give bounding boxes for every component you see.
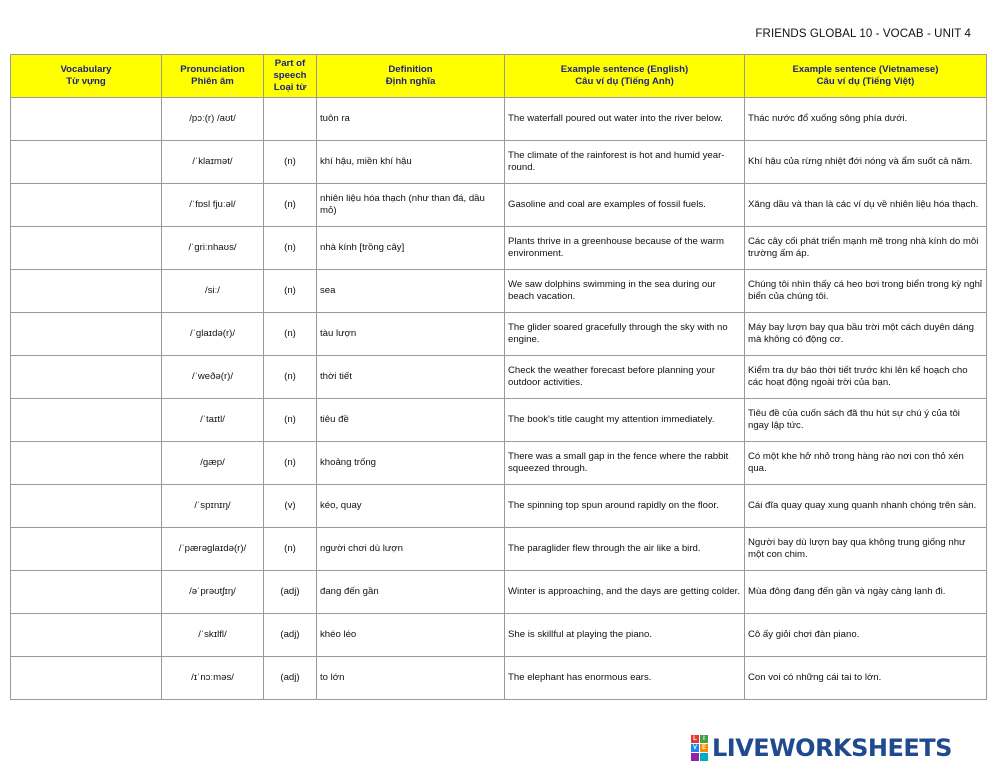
logo-text: LIVEWORKSHEETS	[712, 734, 952, 762]
cell-pronunciation: /ˈklaɪmət/	[162, 141, 264, 184]
cell-definition: tiêu đề	[317, 399, 505, 442]
cell-pronunciation: /ˈskɪlfl/	[162, 614, 264, 657]
cell-example-english: The paraglider flew through the air like a bird.	[505, 528, 745, 571]
table-row	[11, 399, 987, 442]
table-row	[11, 313, 987, 356]
header-pronunciation-line2: Phiên âm	[191, 76, 234, 87]
header-vocabulary	[11, 55, 162, 98]
cell-example-vietnamese: Có một khe hở nhỏ trong hàng rào nơi con thỏ xén qua.	[745, 442, 987, 485]
cell-pronunciation: /ˈfɒsl fjuːəl/	[162, 184, 264, 227]
cell-definition: to lớn	[317, 657, 505, 700]
cell-example-vietnamese: Người bay dù lượn bay qua không trung giống như một con chim.	[745, 528, 987, 571]
logo-mark-icon	[691, 735, 708, 761]
cell-example-vietnamese: Kiểm tra dự báo thời tiết trước khi lên kế hoạch cho các hoạt động ngoài trời của bạn.	[745, 356, 987, 399]
header-definition	[317, 55, 505, 98]
logo-mark-tile: E	[701, 745, 706, 751]
cell-definition: kéo, quay	[317, 485, 505, 528]
cell-example-english: The spinning top spun around rapidly on the floor.	[505, 485, 745, 528]
cell-part-of-speech: (n)	[264, 270, 317, 313]
cell-example-english: The glider soared gracefully through the sky with no engine.	[505, 313, 745, 356]
cell-part-of-speech: (n)	[264, 313, 317, 356]
cell-definition: sea	[317, 270, 505, 313]
cell-vocabulary[interactable]	[11, 184, 162, 227]
cell-example-vietnamese: Chúng tôi nhìn thấy cá heo bơi trong biển trong kỳ nghỉ biển của chúng tôi.	[745, 270, 987, 313]
header-pronunciation	[162, 55, 264, 98]
logo-mark-tile: L	[691, 735, 699, 743]
header-definition-line2: Định nghĩa	[385, 76, 436, 87]
table-row	[11, 227, 987, 270]
header-row	[11, 55, 987, 98]
cell-vocabulary[interactable]	[11, 485, 162, 528]
cell-vocabulary[interactable]	[11, 313, 162, 356]
cell-definition: khéo léo	[317, 614, 505, 657]
table-row	[11, 270, 987, 313]
cell-example-english: The waterfall poured out water into the river below.	[505, 98, 745, 141]
cell-example-english: Gasoline and coal are examples of fossil fuels.	[505, 184, 745, 227]
cell-vocabulary[interactable]	[11, 657, 162, 700]
logo-mark-tile	[700, 753, 708, 761]
cell-definition: tuôn ra	[317, 98, 505, 141]
header-example-vietnamese-line2: Câu ví dụ (Tiếng Việt)	[816, 76, 915, 87]
table-row	[11, 356, 987, 399]
table-header	[11, 55, 987, 98]
cell-part-of-speech	[264, 98, 317, 141]
cell-part-of-speech: (v)	[264, 485, 317, 528]
cell-example-vietnamese: Tiêu đề của cuốn sách đã thu hút sự chú ý của tôi ngay lập tức.	[745, 399, 987, 442]
cell-definition: người chơi dù lượn	[317, 528, 505, 571]
table-body	[11, 98, 987, 700]
cell-example-english: Plants thrive in a greenhouse because of the warm environment.	[505, 227, 745, 270]
cell-pronunciation: /ɪˈnɔːməs/	[162, 657, 264, 700]
cell-vocabulary[interactable]	[11, 356, 162, 399]
cell-example-vietnamese: Các cây cối phát triển mạnh mẽ trong nhà kính do môi trường ấm áp.	[745, 227, 987, 270]
table-row	[11, 657, 987, 700]
table-row	[11, 141, 987, 184]
cell-definition: thời tiết	[317, 356, 505, 399]
table-row	[11, 184, 987, 227]
header-vocabulary-line2: Từ vựng	[66, 76, 106, 87]
cell-vocabulary[interactable]	[11, 270, 162, 313]
table-row	[11, 614, 987, 657]
table-row	[11, 442, 987, 485]
cell-example-english: We saw dolphins swimming in the sea during our beach vacation.	[505, 270, 745, 313]
cell-pronunciation: /ˈpærəɡlaɪdə(r)/	[162, 528, 264, 571]
cell-definition: khí hậu, miền khí hậu	[317, 141, 505, 184]
cell-part-of-speech: (adj)	[264, 571, 317, 614]
cell-vocabulary[interactable]	[11, 141, 162, 184]
cell-part-of-speech: (n)	[264, 227, 317, 270]
cell-definition: nhà kính [trồng cây]	[317, 227, 505, 270]
cell-definition: tàu lượn	[317, 313, 505, 356]
header-part-of-speech-line2: speech	[273, 70, 307, 81]
header-example-english-line2: Câu ví dụ (Tiếng Anh)	[575, 76, 674, 87]
cell-part-of-speech: (n)	[264, 528, 317, 571]
cell-pronunciation: /ˈɡlaɪdə(r)/	[162, 313, 264, 356]
cell-vocabulary[interactable]	[11, 614, 162, 657]
logo-mark-tile: V	[692, 745, 697, 751]
cell-part-of-speech: (n)	[264, 141, 317, 184]
cell-vocabulary[interactable]	[11, 442, 162, 485]
cell-example-vietnamese: Mùa đông đang đến gần và ngày càng lạnh đi.	[745, 571, 987, 614]
cell-vocabulary[interactable]	[11, 98, 162, 141]
header-vocabulary-line1: Vocabulary	[60, 64, 112, 75]
cell-part-of-speech: (n)	[264, 356, 317, 399]
document-title: FRIENDS GLOBAL 10 - VOCAB - UNIT 4	[755, 28, 971, 40]
cell-example-vietnamese: Cái đĩa quay quay xung quanh nhanh chóng trên sàn.	[745, 485, 987, 528]
cell-example-vietnamese: Thác nước đổ xuống sông phía dưới.	[745, 98, 987, 141]
cell-example-english: The elephant has enormous ears.	[505, 657, 745, 700]
header-example-english-line1: Example sentence (English)	[560, 64, 689, 75]
logo-mark-tile	[691, 753, 699, 761]
cell-definition: khoảng trống	[317, 442, 505, 485]
cell-part-of-speech: (n)	[264, 399, 317, 442]
header-pronunciation-line1: Pronunciation	[180, 64, 245, 75]
cell-vocabulary[interactable]	[11, 399, 162, 442]
header-part-of-speech-line1: Part of	[274, 58, 306, 69]
cell-example-english: The climate of the rainforest is hot and humid year-round.	[505, 141, 745, 184]
table-row	[11, 485, 987, 528]
table-row	[11, 528, 987, 571]
cell-pronunciation: /ˈɡriːnhaʊs/	[162, 227, 264, 270]
cell-pronunciation: /əˈprəʊtʃɪŋ/	[162, 571, 264, 614]
cell-pronunciation: /ɡæp/	[162, 442, 264, 485]
header-example-english	[505, 55, 745, 98]
table-row	[11, 571, 987, 614]
cell-example-english: She is skillful at playing the piano.	[505, 614, 745, 657]
cell-vocabulary[interactable]	[11, 528, 162, 571]
header-definition-line1: Definition	[388, 64, 433, 75]
cell-part-of-speech: (adj)	[264, 657, 317, 700]
cell-example-english: There was a small gap in the fence where the rabbit squeezed through.	[505, 442, 745, 485]
cell-vocabulary[interactable]	[11, 571, 162, 614]
cell-example-vietnamese: Con voi có những cái tai to lớn.	[745, 657, 987, 700]
cell-pronunciation: /siː/	[162, 270, 264, 313]
cell-example-vietnamese: Khí hậu của rừng nhiệt đới nóng và ẩm suốt cả năm.	[745, 141, 987, 184]
vocabulary-table	[10, 54, 987, 700]
cell-pronunciation: /pɔː(r) /aʊt/	[162, 98, 264, 141]
cell-example-vietnamese: Xăng dầu và than là các ví dụ về nhiên liệu hóa thạch.	[745, 184, 987, 227]
cell-pronunciation: /ˈweðə(r)/	[162, 356, 264, 399]
cell-example-english: Winter is approaching, and the days are getting colder.	[505, 571, 745, 614]
header-example-vietnamese-line1: Example sentence (Vietnamese)	[792, 64, 939, 75]
header-part-of-speech-line3: Loại từ	[273, 82, 307, 93]
table-row	[11, 98, 987, 141]
cell-example-english: The book's title caught my attention immediately.	[505, 399, 745, 442]
cell-definition: nhiên liệu hóa thạch (như than đá, dầu mỏ)	[317, 184, 505, 227]
cell-example-vietnamese: Cô ấy giỏi chơi đàn piano.	[745, 614, 987, 657]
liveworksheets-logo	[691, 734, 952, 762]
cell-pronunciation: /ˈtaɪtl/	[162, 399, 264, 442]
cell-example-english: Check the weather forecast before planning your outdoor activities.	[505, 356, 745, 399]
cell-example-vietnamese: Máy bay lượn bay qua bầu trời một cách duyên dáng mà không có động cơ.	[745, 313, 987, 356]
cell-vocabulary[interactable]	[11, 227, 162, 270]
cell-part-of-speech: (adj)	[264, 614, 317, 657]
logo-mark-tile: I	[700, 735, 708, 743]
header-part-of-speech	[264, 55, 317, 98]
cell-definition: đang đến gần	[317, 571, 505, 614]
cell-pronunciation: /ˈspɪnɪŋ/	[162, 485, 264, 528]
cell-part-of-speech: (n)	[264, 442, 317, 485]
header-example-vietnamese	[745, 55, 987, 98]
cell-part-of-speech: (n)	[264, 184, 317, 227]
